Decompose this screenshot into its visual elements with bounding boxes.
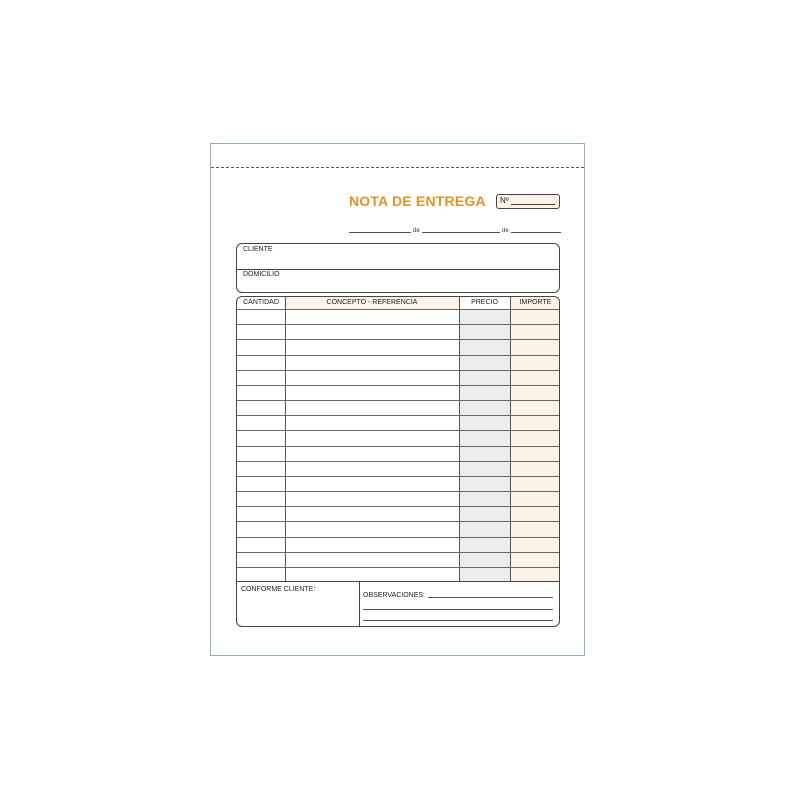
date-day-line <box>349 232 411 233</box>
header-importe: IMPORTE <box>519 299 552 306</box>
table-row <box>237 537 559 538</box>
table-row <box>237 339 559 340</box>
observaciones-line <box>363 609 553 610</box>
header-concepto: CONCEPTO - REFERENCIA <box>326 299 418 306</box>
date-row <box>349 224 561 234</box>
client-label: CLIENTE <box>243 246 273 253</box>
date-year-line <box>511 232 561 233</box>
observaciones-line <box>363 620 553 621</box>
table-row <box>237 309 559 310</box>
table-row <box>237 446 559 447</box>
table-row <box>237 400 559 401</box>
observaciones-label: OBSERVACIONES: <box>363 592 425 599</box>
table-row <box>237 461 559 462</box>
address-label: DOMICILIO <box>243 271 280 278</box>
table-row <box>237 324 559 325</box>
table-row <box>237 552 559 553</box>
items-table <box>236 296 560 627</box>
perforation-line <box>211 167 584 168</box>
table-row <box>237 370 559 371</box>
table-row <box>237 415 559 416</box>
number-field-line <box>511 204 555 205</box>
client-divider <box>237 269 559 270</box>
table-row <box>237 476 559 477</box>
date-month-line <box>422 232 500 233</box>
table-row <box>237 385 559 386</box>
date-separator-1: de <box>413 228 420 234</box>
conforme-cliente-label: CONFORME CLIENTE: <box>241 586 316 593</box>
footer-column-divider <box>359 582 360 626</box>
footer-divider <box>237 581 559 582</box>
table-row <box>237 567 559 568</box>
table-row <box>237 355 559 356</box>
form-title: NOTA DE ENTREGA <box>349 193 486 209</box>
delivery-note-form <box>210 143 585 656</box>
date-separator-2: de <box>502 228 509 234</box>
observaciones-line <box>428 597 553 598</box>
table-row <box>237 506 559 507</box>
document-number-box <box>496 194 560 209</box>
client-section <box>236 243 560 293</box>
header-precio: PRECIO <box>471 299 498 306</box>
number-label: Nº <box>500 196 509 205</box>
header-cantidad: CANTIDAD <box>243 299 279 306</box>
table-row <box>237 521 559 522</box>
table-row <box>237 430 559 431</box>
table-row <box>237 491 559 492</box>
